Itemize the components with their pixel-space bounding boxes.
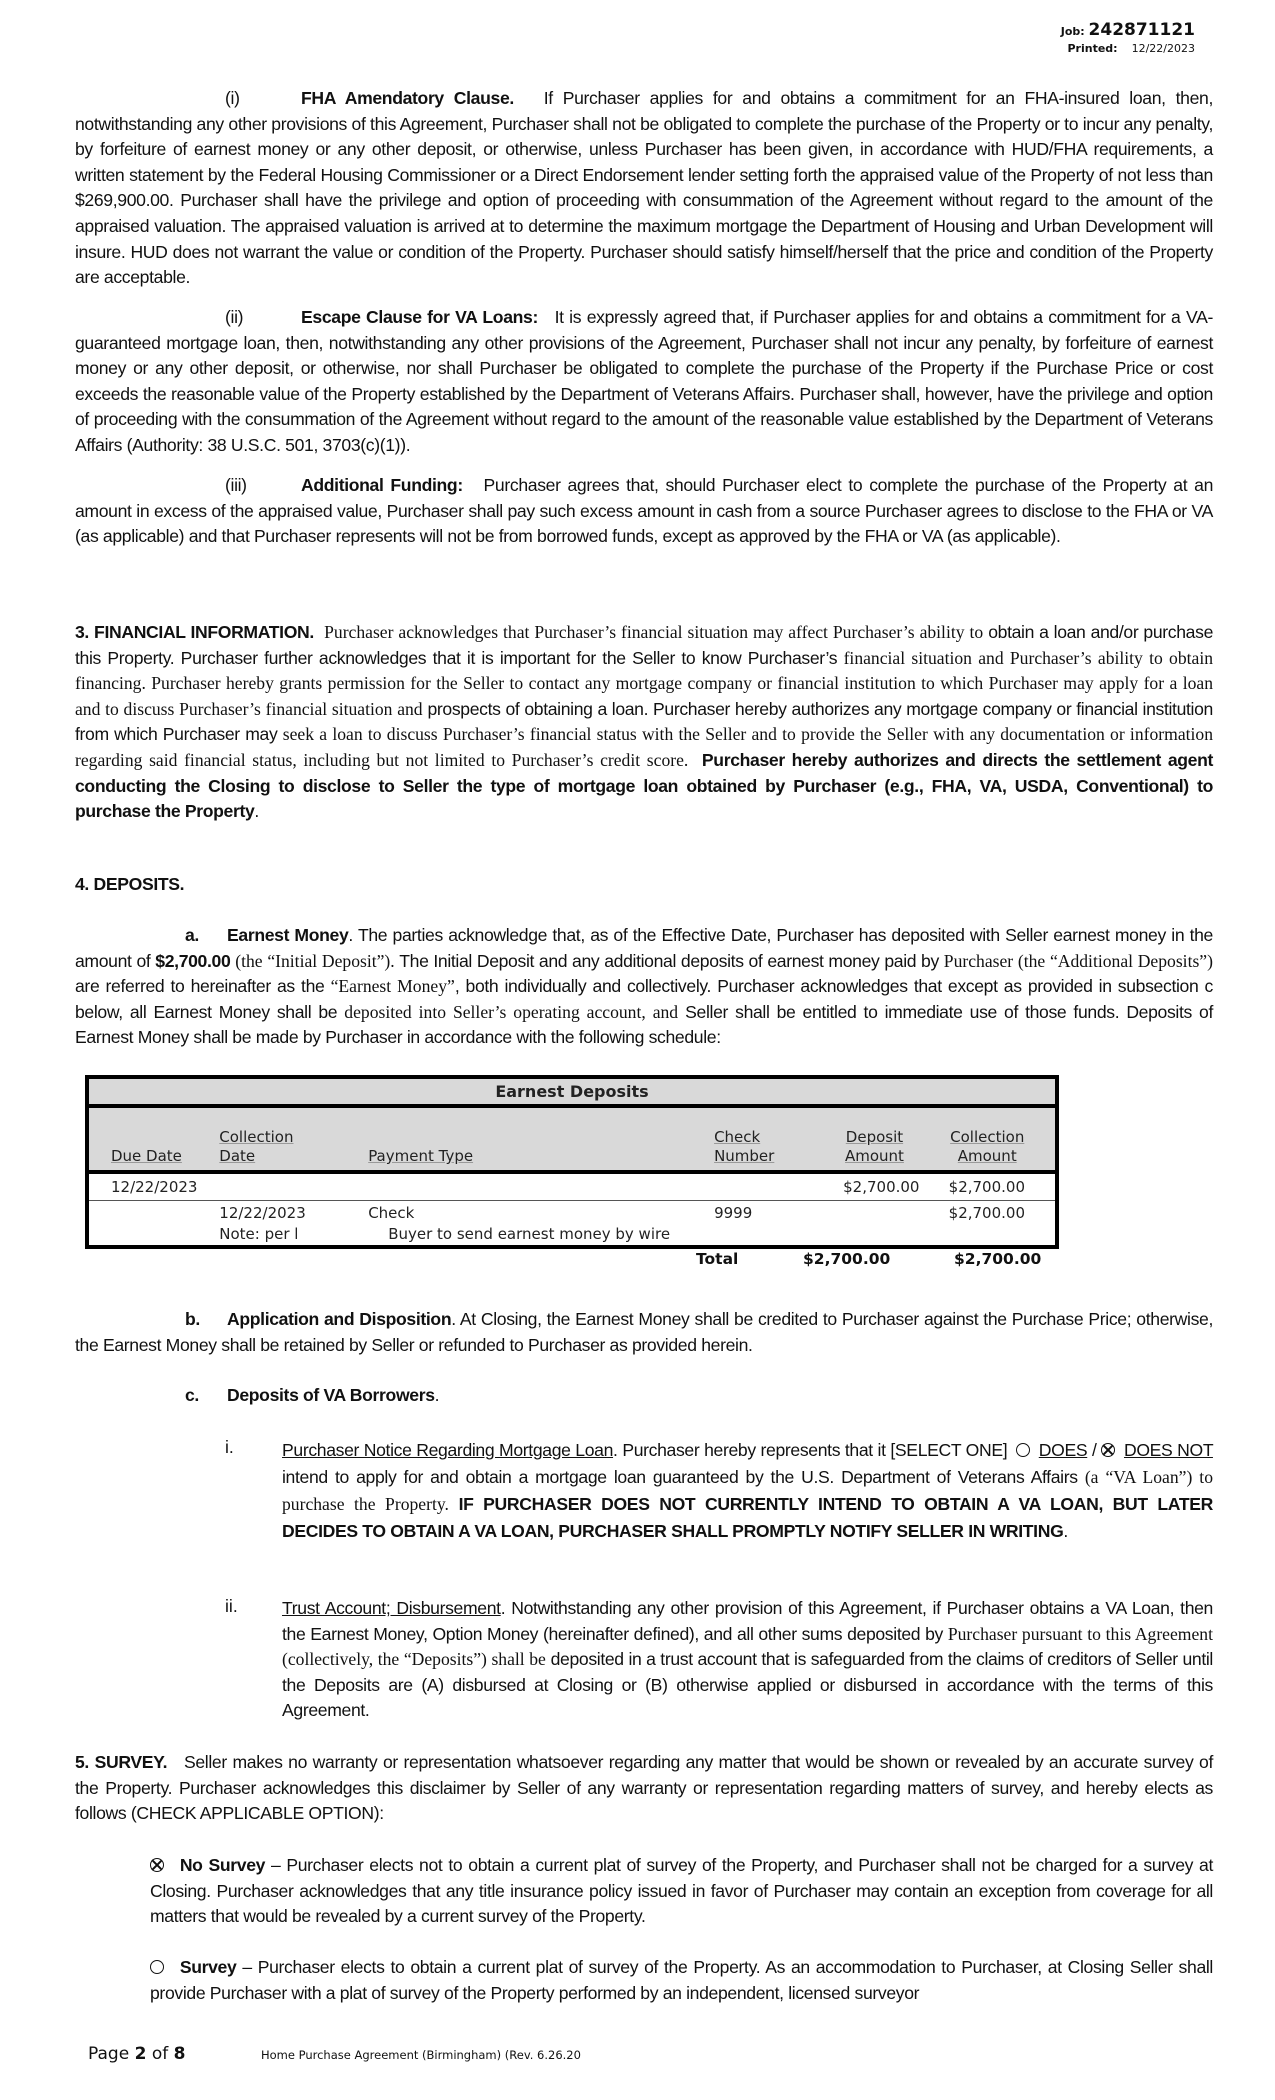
subsection-text: “Earnest Money” [330,976,455,997]
subsection-text: , both individually and collectively. Purchaser acknowledges that except as provided in subsection c below, all Earnest Money shall be [75,976,1213,1022]
application-disposition-paragraph [75,1307,1213,1358]
total-label: Total [696,1250,739,1268]
collection-date-cell: 12/22/2023 [219,1204,306,1222]
subsection-text: . At Closing, the Earnest Money shall be credited to Purchaser against the Purchase Price; otherwise, the Earnest Money shall be retained by Seller or refunded to Purchaser as provided herein. [75,1309,1213,1355]
job-line [1061,20,1195,40]
financial-information-section [75,620,1213,825]
column-header: Due Date [111,1147,182,1165]
document-title: Home Purchase Agreement (Birmingham) (Rev. 6.26.20 [261,2048,581,2062]
section-title: 4. DEPOSITS. [75,874,185,894]
printed-date: 12/22/2023 [1131,42,1195,55]
item-number: i. [225,1437,234,1457]
punctuation: . [1063,1521,1068,1541]
survey-option-survey [150,1955,1213,2006]
section-bold-text: Purchaser hereby authorizes and directs the settlement agent conducting the Closing to disclose to Seller the type of mortgage loan obtained by Purchaser (e.g., FHA, VA, USDA, Conventional) to purchase the Property [75,749,1213,822]
earnest-amount: $2,700.00 [155,950,231,971]
option-text: – Purchaser elects not to obtain a current plat of survey of the Property, and Purchaser shall not be charged for a survey at Closing. Purchaser acknowledges that any title insurance policy issued in favor of Purchaser may contain an exception from coverage for all matters that would be revealed by a current survey of the Property. [150,1855,1213,1927]
print-header [1061,20,1195,55]
clause-title: FHA Amendatory Clause. [301,88,514,108]
subsection-title: Earnest Money [227,925,349,945]
column-header: Collection Date [219,1128,294,1165]
va-borrowers-heading [75,1383,1213,1409]
deposit-amount-cell: $2,700.00 [807,1172,919,1201]
column-header: Collection Amount [950,1128,1025,1165]
purchaser-notice-paragraph [282,1437,1213,1545]
clause-title: Escape Clause for VA Loans: [301,307,538,327]
does-not-option-label: DOES NOT [1123,1440,1213,1460]
subsection-text: deposited into Seller’s operating account, and [344,1001,679,1022]
subsection-text: Purchaser (the “Additional Deposits”) [943,950,1213,971]
section-text: seek a loan to discuss Purchaser’s financial status with the Seller and to provide the Seller with any documentation or information regarding said financial status, including but not limited to Purchaser’s credit score. [75,724,1213,770]
option-label: No Survey [179,1855,266,1875]
does-not-radio-selected[interactable] [1101,1443,1115,1457]
note-text: Buyer to send earnest money by wire [388,1225,671,1243]
table-totals-row [85,1250,1059,1272]
payment-type-cell: Check [368,1204,415,1222]
subsection-number: a. [185,925,199,945]
page-of: of [151,2044,169,2064]
check-number-cell: 9999 [714,1204,753,1222]
table-row [87,1201,1057,1248]
survey-option-no-survey [150,1853,1213,1930]
subsection-title: Deposits of VA Borrowers [227,1385,435,1405]
page-footer [88,2044,581,2064]
subsection-text: (the “Initial Deposit”). [235,950,395,971]
does-option-label: DOES [1038,1440,1088,1460]
section-text: obtain a loan and/or purchase this Property. Purchaser further acknowledges that it is important for the Seller to know Purchaser’s [75,622,1214,668]
column-header: Payment Type [368,1147,474,1165]
earnest-deposits-table [85,1075,1059,1249]
clause-text: Purchaser agrees that, should Purchaser elect to complete the purchase of the Property at an amount in excess of the appraised value, Purchaser shall pay such excess amount in cash from a source Purchaser agrees to disclose to the FHA or VA (as applicable) and that Purchaser represents will not be from borrowed funds, except as approved by the FHA or VA (as applicable). [75,475,1214,547]
job-number: 242871121 [1088,20,1195,40]
printed-label: Printed: [1067,42,1118,55]
item-text: . Purchaser hereby represents that it [SELECT ONE] [613,1440,1008,1460]
subsection-text: . The parties acknowledge that, as of the Effective Date, Purchaser has deposited with Seller earnest money in the amount of [75,925,1213,971]
separator: / [1091,1440,1097,1460]
note-label: Note: per l [219,1225,299,1243]
section-title: 3. FINANCIAL INFORMATION. [75,622,314,642]
clause-number: (iii) [225,475,247,495]
punctuation: . [434,1385,440,1405]
trust-account-paragraph [282,1596,1213,1724]
due-date-cell: 12/22/2023 [87,1172,211,1201]
subsection-title: Application and Disposition [227,1309,452,1329]
item-title: Purchaser Notice Regarding Mortgage Loan [282,1440,614,1460]
table-header-row [87,1106,1057,1172]
section-text: Seller makes no warranty or representation whatsoever regarding any matter that would be shown or revealed by an accurate survey of the Property. Purchaser acknowledges this disclaimer by Seller of any warranty or representation regarding matters of survey, and hereby elects as follows (CHECK APPLICABLE OPTION): [75,1752,1213,1824]
subsection-number: b. [185,1309,200,1329]
va-escape-clause [75,305,1213,459]
additional-funding-clause [75,473,1213,550]
survey-radio[interactable] [150,1960,164,1974]
item-title: Trust Account; Disbursement [282,1598,501,1618]
table-title: Earnest Deposits [87,1077,1057,1106]
page-indicator [88,2044,185,2064]
option-text: – Purchaser elects to obtain a current plat of survey of the Property. As an accommodation to Purchaser, at Closing Seller shall provide Purchaser with a plat of survey of the Property performed by an independent, licensed surveyor [150,1957,1213,2003]
page-total: 8 [173,2044,186,2064]
column-header: Deposit Amount [844,1128,904,1165]
clause-number: (ii) [225,307,244,327]
table-title-row [87,1077,1057,1106]
column-header: Check Number [714,1128,775,1165]
deposits-title [75,872,1213,898]
survey-section [75,1750,1213,1827]
fha-amendatory-clause [75,86,1213,291]
item-number: ii. [225,1596,238,1616]
section-title: 5. SURVEY. [75,1752,168,1772]
clause-text: If Purchaser applies for and obtains a commitment for an FHA-insured loan, then, notwithstanding any other provisions of this Agreement, Purchaser shall not be obligated to complete the purchase of the Property or to incur any penalty, by forfeiture of earnest money or any other deposit, or otherwise, unless Purchaser has been given, in accordance with HUD/FHA requirements, a written statement by the Federal Housing Commissioner or a Direct Endorsement lender setting forth the appraised value of the Property of not less than $269,900.00. Purchaser shall have the privilege and option of proceeding with consummation of the Agreement without regard to the amount of the appraised valuation. The appraised valuation is arrived at to determine the maximum mortgage the Department of Housing and Urban Development will insure. HUD does not warrant the value or condition of the Property. Purchaser should satisfy himself/herself that the price and condition of the Property are acceptable. [75,88,1213,288]
printed-line [1061,42,1195,55]
collection-amount-cell: $2,700.00 [919,1172,1057,1201]
option-label: Survey [179,1957,237,1977]
item-text: deposited in a trust account that is safeguarded from the claims of creditors of Seller until the Deposits are (A) disbursed at Closing or (B) otherwise applied or disbursed in accordance with the terms of this Agreement. [282,1649,1213,1721]
earnest-money-paragraph [75,923,1213,1051]
section-text: Purchaser acknowledges that Purchaser’s financial situation may affect Purchaser’s ability to [324,622,984,642]
table-row [87,1172,1057,1201]
subsection-text: The Initial Deposit and any additional deposits of earnest money paid by [399,950,939,971]
item-text: intend to apply for and obtain a mortgage loan guaranteed by the U.S. Department of Veterans Affairs [282,1467,1078,1487]
page-current: 2 [134,2044,147,2064]
punctuation: . [254,801,259,822]
clause-number: (i) [225,88,240,108]
section-text: financial situation and Purchaser’s ability to obtain financing. Purchaser hereby grants permission for the Seller to contact any mortgage company or financial institution to which Purchaser may apply for a loan and to discuss Purchaser’s financial situation and [75,647,1214,719]
clause-text: It is expressly agreed that, if Purchaser applies for and obtains a commitment for a VA-guaranteed mortgage loan, then, notwithstanding any other provisions of the Agreement, Purchaser shall not incur any penalty, by forfeiture of earnest money or any other deposit, or otherwise, nor shall Purchaser be obligated to complete the purchase of the Property if the Purchase Price or cost exceeds the reasonable value of the Property established by the Department of Veterans Affairs. Purchaser shall, however, have the privilege and option of proceeding with the consummation of the Agreement without regard to the amount of the reasonable value established by the Department of Veterans Affairs (Authority: 38 U.S.C. 501, 3703(c)(1)). [75,307,1213,455]
subsection-text: Seller shall be entitled to immediate use of those funds. Deposits of Earnest Money shall be made by Purchaser in accordance with the following schedule: [75,1001,1214,1048]
collection-amount-cell: $2,700.00 [948,1204,1025,1222]
page-label: Page [88,2044,130,2064]
item-text: . Notwithstanding any other provision of this Agreement, if Purchaser obtains a VA Loan, then the Earnest Money, Option Money (hereinafter defined), and all other sums deposited by [282,1598,1213,1644]
no-survey-radio-selected[interactable] [150,1858,164,1872]
total-deposit-amount: $2,700.00 [803,1250,891,1268]
section-text: prospects of obtaining a loan. Purchaser hereby authorizes any mortgage company or financial institution from which Purchaser may [75,698,1213,745]
subsection-text: are referred to hereinafter as the [75,976,325,997]
subsection-number: c. [185,1385,199,1405]
item-text: (a “VA Loan”) to purchase the Property. [282,1467,1213,1514]
clause-title: Additional Funding: [301,475,463,495]
item-text: Purchaser pursuant to this Agreement (collectively, the “Deposits”) shall be [282,1623,1213,1670]
job-label: Job: [1060,25,1085,38]
total-collection-amount: $2,700.00 [954,1250,1042,1268]
item-bold-notice: IF PURCHASER DOES NOT CURRENTLY INTEND TO OBTAIN A VA LOAN, BUT LATER DECIDES TO OBTAIN A VA LOAN, PURCHASER SHALL PROMPTLY NOTIFY SELLER IN WRITING [282,1494,1213,1541]
does-radio[interactable] [1016,1443,1030,1457]
